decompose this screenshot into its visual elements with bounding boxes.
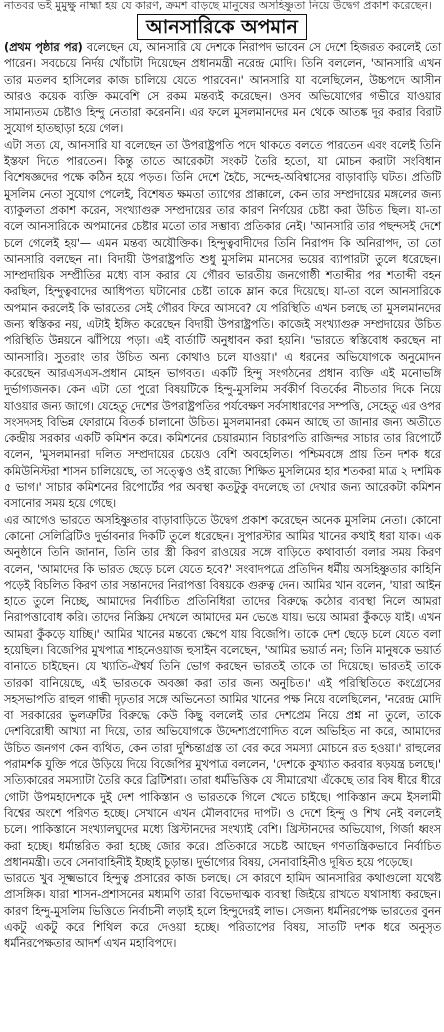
previous-article-clipped-line: নাতবর ভই মুমুক্ষু নাহ্মা হয় যে কারণ, ক্রমশ বাড়ছে মানুষের অসহিষ্ণুতা নিয়ে উদ্বেগ প্রকাশ করেছেন। <box>4 0 433 12</box>
article-paragraph: ভারতে খুব সূক্ষ্মভাবে হিন্দুত্ব প্রসারের কাজ চলছে। সে কারণে হামিদ আনসারির কথাগুলো যথেষ্ট প্রাসঙ্গিক। যারা শাসন-প্রশাসনের মধ্যমণি তারা বিভেদাত্মক ব্যবস্থা জিইয়ে রাখতে যথাসাধ্য করছেন। কারণ হিন্দু-মুসলিম ভিত্তিতে নির্বাচনী লড়াই হলে হিন্দুদেরই লাভ। সেজন্য ধর্মনিরপেক্ষ ভারতের বুনন একটু একটু করে শিথিল করে দেওয়া হচ্ছে। পরিতাপের বিষয়, সাতটি দশক ধরে অনুসৃত ধর্মনিরপেক্ষতার আদর্শ এখন মহাবিপদে। <box>4 872 441 951</box>
headline-container <box>0 14 444 40</box>
article-paragraph <box>4 40 441 138</box>
continuation-label: (প্রথম পৃষ্ঠার পর) <box>4 41 83 54</box>
article-headline: আনসারিকে অপমান <box>137 14 307 40</box>
article-paragraph: এর আগেও ভারতে অসহিষ্ণুতার বাড়াবাড়িতে উদ্বেগ প্রকাশ করেছেন অনেক মুসলিম নেতা। কোনো কোনো সেলিব্রিটিও দুর্ভাবনার দিকটি তুলে ধরেছেন। সুপারস্টার আমির খানের কথাই ধরা যাক। এক অনুষ্ঠানে তিনি জানান, তিনি তার স্ত্রী কিরণ রাওয়ের সঙ্গে বাড়িতে কথাবার্তা বলার সময় কিরণ বলেন, 'আমাদের কি ভারত ছেড়ে চলে যেতে হবে?' সংবাদপত্রে প্রতিদিন ধর্মীয় অসহিষ্ণুতার কাহিনি পড়েই বিচলিত কিরণ তার সন্তানদের নিরাপত্তা বিষয়কে গুরুত্ব দেন। আমির খান বলেন, 'যারা আইন হাতে তুলে নিচ্ছে, আমাদের নির্বাচিত প্রতিনিধিরা তাদের বিরুদ্ধে কঠোর ব্যবস্থা নিলে আমরা নিরাপত্তাবোধ করি। তাদের নিস্ক্রিয় দেখলে আমাদের মন ভেঙে যায়। ভয়ে আমরা কুঁকড়ে যাই। এখন আমরা কুঁকড়ে যাচ্ছি।' আমির খানের মন্তব্যে ক্ষেপে যায় বিজেপি। তাকে দেশ ছেড়ে চলে যেতে বলা হয়েছিল। বিজেপির মুখপাত্র শাহনেওয়াজ হুসাইন বলেছেন, 'আমির ভয়ার্ত নন; তিনি মানুষকে ভয়ার্ত বানাতে চাইছেন। যে খ্যাতি-ঐশ্বর্য তিনি ভোগ করছেন ভারতই তাকে তা দিয়েছে। ভারতই তাকে তারকা বানিয়েছে, এই ভারতকে অবজ্ঞা করা তার জন্য অনুচিত।' এই পরিস্থিতিতে কংগ্রেসের সহসভাপতি রাহুল গান্ধী দৃঢ়তার সঙ্গে অভিনেতা আমির খানের পক্ষ নিয়ে বলেছিলেন, 'নরেন্দ্র মোদি বা সরকারের ভুলত্রুটির বিরুদ্ধে কেউ কিছু বললেই তার দেশপ্রেম নিয়ে প্রশ্ন না তুলে, তাকে দেশবিরোধী আখ্যা না দিয়ে, তার অভিযোগকে উদ্দেশ্যপ্রণোদিত বলে অভিহিত না করে, আমাদের উচিত জনগণ কেন ব্যথিত, কেন তারা দুশ্চিন্তাগ্রস্ত তা বের করে সমস্যা মোচনে রত হওয়া।' রাহুলের পরামর্শক যুক্তি পরে উড়িয়ে দিয়ে বিজেপির মুখপাত্র বললেন, 'দেশকে কুখ্যাত করবার ষড়যন্ত্র চলছে।' সত্যিকারের সমস্যাটা তৈরি করে ব্রিটিশরা। তারা ধর্মভিত্তিক যে সীমারেখা এঁকেছে তার বিষ ধীরে ধীরে গোটা উপমহাদেশকে দুই দেশ পাকিস্তান ও ভারতকে গিলে খেতে চাইছে। পাকিস্তান ক্রমে ইসলামী বিশ্বের অংশে পরিণত হচ্ছে। সেখানে এখন মৌলবাদের দাপট। ও দেশে হিন্দু ও শিখ নেই বললেই চলে। পাকিস্তানে সংখ্যালঘুদের মধ্যে খ্রিস্টানদের সংখ্যাই বেশি। খ্রিস্টানদের অভিযোগ, গির্জা ধ্বংস করা হচ্ছে। ধর্মান্তরিত করা হচ্ছে জোর করে। প্রতিকারে সচেষ্ট আছেন গণতান্ত্রিকভাবে নির্বাচিত প্রধানমন্ত্রী। তবে সেনাবাহিনীই ইচ্ছাই চূড়ান্ত। দুর্ভাগ্যের বিষয়, সেনাবাহিনীও দূষিত হয়ে পড়েছে। <box>4 513 441 869</box>
paragraph-text: বলেছেন যে, আনসারি যে দেশকে নিরাপদ ভাবেন সে দেশে হিজরত করলেই তো পারেন। সবচেয়ে নির্দয় খোঁচাটা দিয়েছেন প্রধানমন্ত্রী নরেন্দ্র মোদি। তিনি বললেন, 'আনসারি এখন তার মতলব হাসিলের কাজ চালিয়ে যেতে পারবেন।' আনসারি যা বলেছিলেন, উচ্চপদে আসীন আরও কয়েক ব্যক্তি কমবেশি সে রকম মন্তব্যই করেছেন। ওসব অভিযোগের গভীরে যাওয়ার সামান্যতম চেষ্টাও হিন্দু নেতারা করেননি। এর ফলে মুসলমানদের মন থেকে আতঙ্ক দূর করার বিরাট সুযোগ হাতছাড়া হয়ে গেল। <box>4 41 442 136</box>
article-paragraph: এটা সত্য যে, আনসারি যা বলেছেন তা উপরাষ্ট্রপতি পদে থাকতে বলতে পারতেন এবং বলেই তিনি ইস্তফা দিতে পারতেন। কিন্তু তাতে আরেকটা সংকট তৈরি হতো, যা মোচন করাটা সংবিধান বিশেষজ্ঞদের পক্ষে কঠিন হয়ে পড়ত। তিনি দেশে হৈচৈ, সন্দেহ-অবিশ্বাসের বাড়াবাড়ি ঘটত। প্রতিটি মুসলিম নেতা সুযোগ পেলেই, বিশেষত ক্ষমতা ত্যাগের প্রাক্কালে, কেন তার সম্প্রদায়ের মঙ্গলের জন্য ব্যাকুলতা প্রকাশ করেন, সংখ্যাগুরু সম্প্রদায়ের তার কারণ নির্ণয়ের চেষ্টা করা উচিত ছিল। যা-তা বলে আনসারিকে অপমানের চেষ্টার মতো তার সম্ভাব্য প্রতিকার নেই। 'আনসারি তার পছন্দসই দেশে চলে গেলেই হয়'— এমন মন্তব্য অযৌক্তিক। হিন্দুত্ববাদীদের তিনি নিরাপদ কি অনিরাপদ, তা তো আনসারি বলছেন না। বিদায়ী উপরাষ্ট্রপতি শুধু মুসলিম মানসের ভয়ের ব্যাপারটা তুলে ধরেছেন। সাম্প্রদায়িক সম্প্রীতির মধ্যে বাস করার যে গৌরব ভারতীয় জনগোষ্ঠী শতাব্দীর পর শতাব্দী বহন করছিল, হিন্দুত্ববাদের আধিপত্য ঘটানোর চেষ্টা তাকে ম্লান করে দিয়েছে। যা-তা বলে আনসারিকে অপমান করলেই কি ভারতের সেই গৌরব ফিরে আসবে? যে পরিস্থিতি এখন চলছে তা মুসলমানদের জন্য স্বস্তিকর নয়, এটাই ইঙ্গিত করেছেন বিদায়ী উপরাষ্ট্রপতি। কাজেই সংখ্যাগুরু সম্প্রদায়ের উচিত পরিস্থিতি উন্নয়নে ঝাঁপিয়ে পড়া। এই বার্তাটি অনুধাবন করা হয়নি। 'ভারতে স্বস্তিবোধ করছেন না আনসারি। সুতরাং তার উচিত অন্য কোথাও চলে যাওয়া।' এ ধরনের অভিযোগকে অনুমোদন করেছেন আরএসএস-প্রধান মোহন ভাগবত। একটি হিন্দু সংগঠনের প্রধান ব্যক্তি এই মনোভঙ্গি দুর্ভাগ্যজনক। কেন এটা তো পুরো বিষয়টিকে হিন্দু-মুসলিম সর্বকীর্ণ বিতর্কের নীচতার দিকে নিয়ে যাওয়ার জন্য জাগে। যেহেতু দেশের উপরাষ্ট্রপতির পর্যবেক্ষণ সর্বসাধারণের সম্পত্তি, সেহেতু এর ওপর সংসদসহ বিভিন্ন ফোরামে বিতর্ক চালানো উচিত। মুসলমানরা কেমন আছে তা জানার জন্য অতীতে কেন্দ্রীয় সরকার একটি কমিশন করে। কমিশনের চেয়ারম্যান বিচারপতি রাজিন্দর সাচার তার রিপোর্টে বলেন, 'মুসলমানরা দলিত সম্প্রদায়ের চেয়েও বেশি অবহেলিত। পশ্চিমবঙ্গে প্রায় তিন দশক ধরে কমিউনিস্টরা শাসন চালিয়েছে, তা সত্ত্বেও ওই রাজ্যে শিক্ষিত মুসলিমের হার শতকরা মাত্র ২ দশমিক ৫ ভাগ।' সাচার কমিশনের রিপোর্টের পর অবস্থা কতটুকু বদলেছে তা দেখার জন্য আরেকটা কমিশন বসানোর সময় হয়ে গেছে। <box>4 138 441 511</box>
article-body <box>0 40 444 953</box>
